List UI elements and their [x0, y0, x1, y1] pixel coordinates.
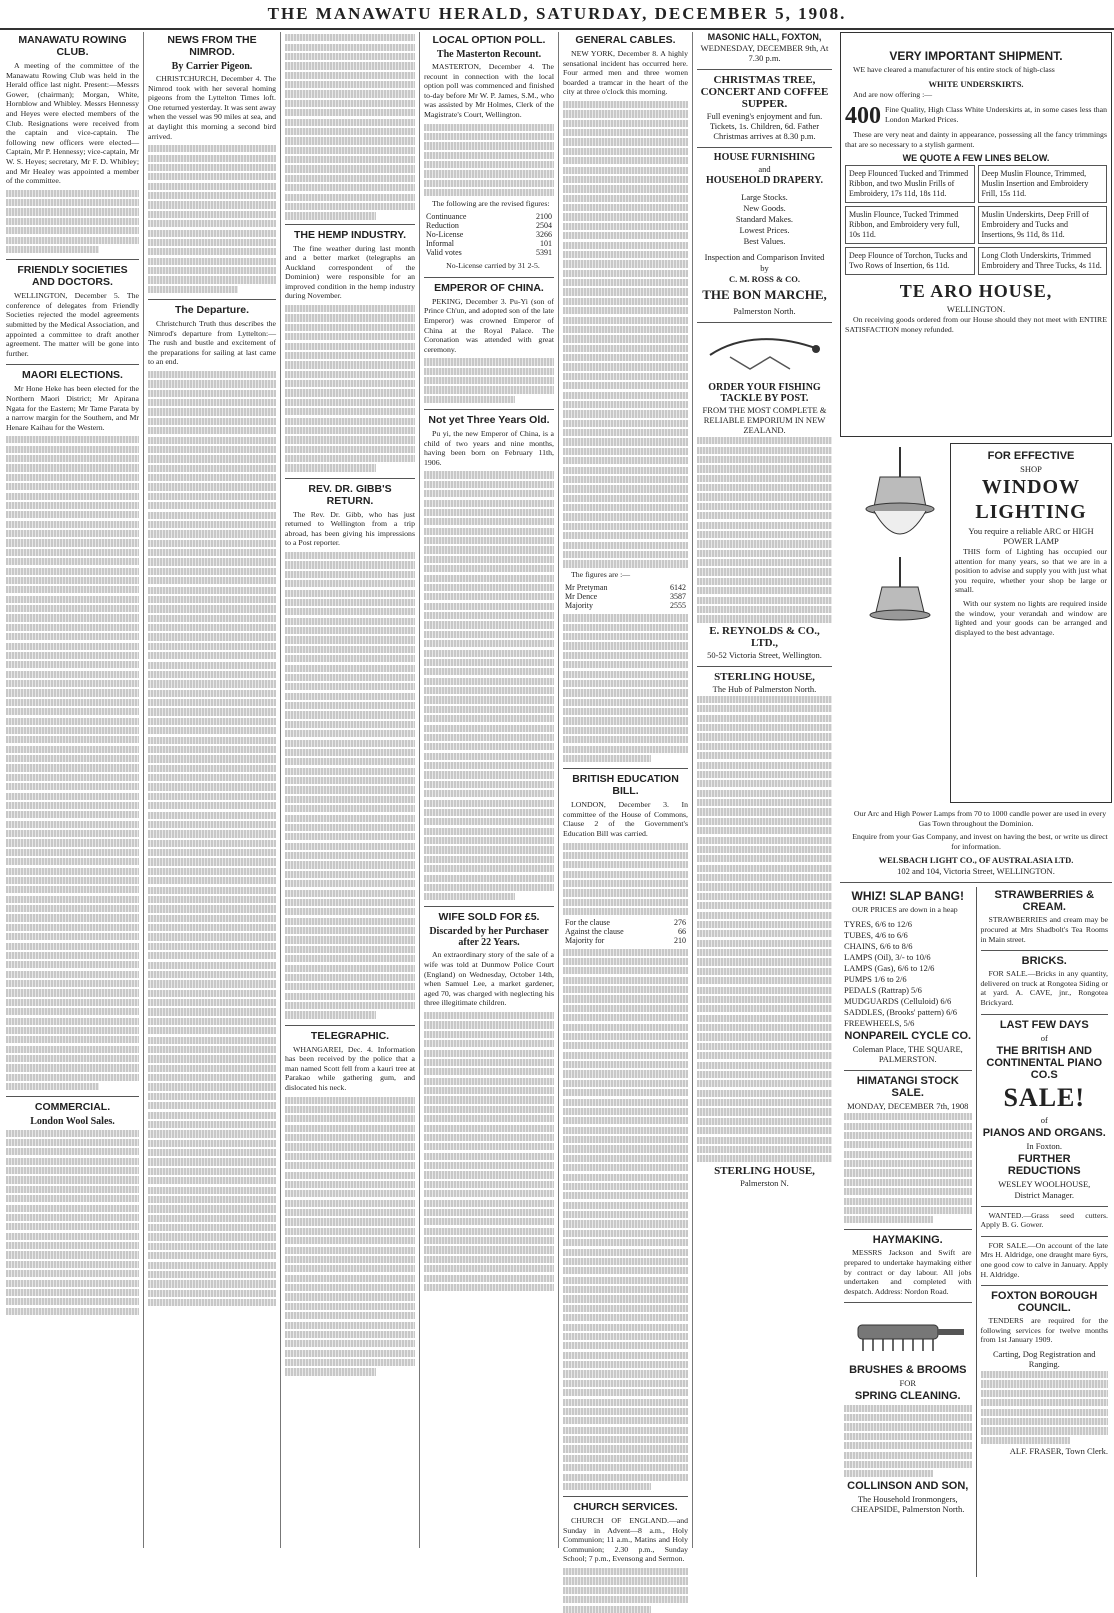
fishing-fly-icon: [700, 327, 830, 377]
ad-title: STRAWBERRIES & CREAM.: [994, 889, 1095, 914]
price-item: PEDALS (Rattrap) 5/6: [844, 984, 922, 995]
table-row: Informal 101: [426, 239, 552, 249]
article-local-option: [424, 34, 554, 271]
article-wife-sold: [424, 911, 554, 1291]
article-title: GENERAL CABLES.: [575, 34, 676, 46]
price-item: CHAINS, 6/6 to 8/6: [844, 940, 913, 951]
article-commercial: [6, 1101, 139, 1315]
ad-title: ORDER YOUR FISHING TACKLE BY POST.: [708, 382, 821, 404]
article-title: EMPEROR OF CHINA.: [434, 281, 544, 294]
ad-sale: SALE!: [1003, 1082, 1086, 1112]
article-departure: [148, 304, 276, 1306]
ad-text: TENDERS are required for the following services for twelve months from 1st January 1909.: [980, 1316, 1108, 1345]
wanted-ad: [981, 1211, 1109, 1230]
ad-town: In Foxton.: [1026, 1140, 1062, 1151]
article-title: COMMERCIAL.: [34, 1101, 111, 1114]
ad-firm: E. REYNOLDS & CO., LTD.,: [709, 624, 820, 649]
lighting-ad: [840, 443, 1112, 803]
column-5: [559, 32, 693, 1564]
ad-offer: Fine Quality, High Class White Underskirts at, in some cases less than London Marked Prices.: [885, 105, 1107, 124]
ad-window: WINDOW: [981, 476, 1081, 498]
ad-lamps: Our Arc and High Power Lamps from 70 to 1000 candle power are used in every Gas Town throughout the Dominion.: [853, 809, 1107, 828]
ad-subtitle: The Hub of Palmerston North.: [712, 683, 817, 694]
article-title: The Departure.: [174, 303, 250, 316]
article-title: CHURCH SERVICES.: [573, 1501, 678, 1514]
shipment-ad: [840, 32, 1112, 437]
masonic-ad: [697, 32, 832, 63]
article-church: [563, 1501, 688, 1613]
ad-list-item: Standard Makes.: [735, 214, 794, 224]
lower-right-ads: [977, 887, 1113, 1577]
piano-ad: [981, 1019, 1109, 1200]
price-item: TYRES, 6/6 to 12/6: [844, 918, 913, 929]
price-line: Muslin Flounce, Tucked Trimmed Ribbon, and Embroidery very full, 10s 11d.: [845, 206, 975, 244]
ad-address: 50-52 Victoria Street, Wellington.: [707, 649, 822, 660]
article-title: LOCAL OPTION POLL.: [432, 34, 546, 46]
ad-title: HIMATANGI STOCK SALE.: [856, 1074, 959, 1099]
ad-title-2: HOUSEHOLD DRAPERY.: [705, 175, 824, 186]
ad-town: WELLINGTON.: [946, 304, 1006, 315]
ad-firm: THE BRITISH AND CONTINENTAL PIANO CO.S: [986, 1044, 1103, 1081]
table-row: Reduction 2504: [426, 221, 552, 231]
strawberries-ad: [981, 889, 1109, 944]
brushes-ad: [844, 1307, 972, 1513]
ad-conjunction: FOR: [899, 1378, 917, 1389]
ad-lead: WE have cleared a manufacturer of his entire stock of high-class: [853, 65, 1055, 74]
price-line: Long Cloth Underskirts, Trimmed Embroidery and Three Tucks, 4s 11d.: [978, 247, 1108, 275]
ad-company: WELSBACH LIGHT CO., OF AUSTRALASIA LTD.: [878, 855, 1074, 866]
ad-title: WHIZ! SLAP BANG!: [851, 889, 964, 904]
table-row: Mr Dence 3587: [565, 592, 686, 602]
price-item: PUMPS 1/6 to 2/6: [844, 973, 907, 984]
ad-date: MONDAY, DECEMBER 7th, 1908: [847, 1100, 969, 1111]
article-hemp: [285, 229, 415, 472]
lower-left-ads: [840, 887, 977, 1577]
ad-address: 102 and 104, Victoria Street, WELLINGTON.: [897, 866, 1055, 877]
ad-further: FURTHER REDUCTIONS: [1007, 1152, 1081, 1177]
table-row: Against the clause 66: [565, 926, 686, 936]
ad-subtitle: PIANOS AND ORGANS.: [982, 1126, 1106, 1139]
article-title: MAORI ELECTIONS.: [22, 369, 123, 382]
article-title: MANAWATU ROWING CLUB.: [18, 34, 127, 58]
article-subtitle: The Masterton Recount.: [436, 49, 542, 60]
ad-role: District Manager.: [1014, 1189, 1074, 1200]
lamp-icon: [840, 447, 960, 637]
article-text: Pu yi, the new Emperor of China, is a child of two years and nine months, having been born on February 11th, 1906.: [424, 429, 554, 467]
ad-subtitle: You require a reliable ARC or HIGH POWER LAMP: [968, 526, 1094, 546]
ad-lighting: LIGHTING: [975, 501, 1087, 523]
ad-firm: NONPAREIL CYCLE CO.: [844, 1029, 972, 1042]
ad-list-item: New Goods.: [743, 203, 786, 213]
ad-for: FOR EFFECTIVE: [987, 450, 1075, 462]
table-row: Valid votes 5391: [426, 248, 552, 258]
table-row: Continuance 2100: [426, 212, 552, 222]
figures-label: The following are the revised figures:: [432, 198, 550, 208]
ad-conjunction: and: [758, 164, 771, 174]
ad-title: HAYMAKING.: [872, 1234, 943, 1247]
price-line: Deep Flounce of Torchon, Tucks and Two Rows of Insertion, 6s 11d.: [845, 247, 975, 275]
poll-result: No-License carried by 31 2-5.: [446, 261, 540, 271]
advertising-panel: [840, 32, 1112, 1548]
article-friendly: [6, 264, 139, 358]
sterling-house-ad: [697, 671, 832, 1188]
article-text: A meeting of the committee of the Manawatu Rowing Club was held in the Herald office last night. Present:—Messrs Gower, (chairman); Morgan, White, Hornblow and Whibley. Messrs Hennessy and Heyes were elected members of the Club. Resignations were received from the captain and vice-captain. The following new officers were elected—Captain, Mr P. Hennessy; vice-captain, Mr W. S. Heyes; secretary, Mr F. D. Whibley; and Mr Healey was appointed a member of the committee.: [6, 61, 139, 186]
ad-title: MASONIC HALL, FOXTON,: [707, 32, 822, 42]
ad-title: BRICKS.: [1021, 955, 1067, 968]
article-title: NEWS FROM THE NIMROD.: [167, 34, 257, 58]
article-text: Mr Hone Heke has been elected for the Northern Maori District; Mr Apirana Ngata for the Eastern; Mr Tame Parata by a narrow margin for the Southern, and Mr Henare Kaihau for the Western.: [6, 384, 139, 432]
haymaking-ad: [844, 1234, 972, 1296]
masthead: [0, 0, 1114, 30]
price-item: LAMPS (Oil), 3/- to 10/6: [844, 951, 931, 962]
article-nimrod: [148, 34, 276, 293]
ad-details: Full evening's enjoyment and fun. Tickets, 1s. Children, 6d. Father Christmas arrives at 8.30 p.m.: [706, 111, 823, 141]
ad-offer-intro: And are now offering :—: [853, 89, 933, 99]
whiz-ad: [844, 889, 972, 1064]
column-6: [693, 32, 836, 1548]
article-text: LONDON, December 3. In committee of the House of Commons, Clause 2 of the Government's Education Bill was carried.: [563, 800, 688, 838]
article-text: CHRISTCHURCH, December 4. The Nimrod took with her several homing pigeons from the Lyttelton Times loft. One returned yesterday. It was sent away when the vessel was 90 miles at sea, and at daylight this morning a second bird arrived.: [148, 74, 276, 141]
ad-enquire: Enquire from your Gas Company, and invest on having the best, or write us direct for information.: [852, 832, 1108, 851]
offer-number: 400: [845, 103, 881, 130]
article-gibb: [285, 483, 415, 1019]
lamp-illustration: [840, 443, 950, 803]
ad-store: TE ARO HOUSE,: [899, 281, 1053, 302]
article-china: [424, 282, 554, 403]
ad-title: BRUSHES & BROOMS: [849, 1364, 967, 1377]
poll-figures-table: [424, 212, 554, 257]
ad-text: MESSRS Jackson and Swift are prepared to undertake haymaking either by contract or day labour. All jobs undertaken and completed with despatch. Address: Nordon Road.: [844, 1248, 972, 1296]
ad-services: Carting, Dog Registration and Ranging.: [993, 1348, 1096, 1369]
ad-title: HOUSE FURNISHING: [713, 152, 816, 163]
price-item: MUDGUARDS (Celluloid) 6/6: [844, 995, 952, 1006]
article-text: NEW YORK, December 8. A highly sensational incident has occurred here. Four armed men and three women boarded a tramcar in the heart of the city at three o'clock this morning.: [563, 49, 688, 97]
lower-ads: [840, 887, 1112, 1577]
ad-firm: COLLINSON AND SON,: [847, 1479, 969, 1492]
bricks-ad: [981, 955, 1109, 1007]
article-text: WHANGAREI, Dec. 4. Information has been received by the police that a man named Scott fell from a kauri tree at Parakao while gathering gum, and dislocated his neck.: [285, 1044, 415, 1092]
price-line: Deep Muslin Flounce, Trimmed, Muslin Insertion and Embroidery Frill, 15s 11d.: [978, 165, 1108, 203]
lighting-footer: [840, 809, 1112, 876]
price-line: Deep Flounced Tucked and Trimmed Ribbon, and two Muslin Frills of Embroidery, 17s 11d, 18s 11d.: [845, 165, 975, 203]
ad-note: These are very neat and dainty in appearance, possessing all the fancy trimmings that are so necessary to a stylish garment.: [845, 130, 1107, 149]
article-title: FRIENDLY SOCIETIES AND DOCTORS.: [17, 264, 128, 289]
article-text: Christchurch Truth thus describes the Nimrod's departure from Lyttelton:—The rush and bustle and excitement of the preparations for sailing at last came to an end.: [148, 318, 276, 367]
article-text: The fine weather during last month and a better market (telegraphs an Auckland correspondent of the Dominion) were responsible for an improved condition in the hemp industry during November.: [285, 243, 415, 301]
column-1: [2, 32, 144, 1548]
table-row: No-License 3266: [426, 230, 552, 240]
himatangi-ad: [844, 1075, 972, 1224]
article-title: THE HEMP INDUSTRY.: [293, 228, 406, 241]
ad-subtitle: FROM THE MOST COMPLETE & RELIABLE EMPORIUM IN NEW ZEALAND.: [702, 405, 827, 435]
ad-store: THE BON MARCHE,: [702, 287, 827, 302]
brush-icon: [848, 1307, 968, 1357]
article-title: WIFE SOLD FOR £5.: [438, 911, 540, 924]
article-text: An extraordinary story of the sale of a wife was told at Dunmow Police Court (England) on Wednesday, October 14th, when Samuel Lee, a market gardener, aged 70, was charged with neglecting his three illegitimate children.: [424, 950, 554, 1008]
article-text: PEKING, December 3. Pu-Yi (son of Prince Ch'un, and adopted son of the late Emperor) was crowned Emperor of China at the Royal Palace. The Coronation was attended with great ceremony.: [424, 296, 554, 354]
table-row: For the clause 276: [565, 917, 686, 927]
ad-clerk: ALF. FRASER, Town Clerk.: [1009, 1446, 1108, 1457]
article-subtitle: Discarded by her Purchaser after 22 Years.: [429, 926, 549, 949]
ad-conjunction: by: [760, 263, 769, 273]
article-maori: [6, 369, 139, 1090]
table-row: Majority for 210: [565, 935, 686, 945]
christmas-ad: [697, 74, 832, 141]
foxton-council-ad: [981, 1290, 1109, 1456]
ad-conjunction-2: of: [1040, 1114, 1048, 1125]
ad-title: FOXTON BOROUGH COUNCIL.: [991, 1290, 1098, 1315]
ad-text-2: With our system no lights are required inside the window, your verandah and window are lighted and your goods can be arranged and displayed to the best advantage.: [955, 598, 1107, 637]
article-text: CHURCH OF ENGLAND.—and Sunday in Advent—8 a.m., Holy Communion; 11 a.m., Matins and Holy Communion; 2.30 p.m., Sunday School; 7 p.m., Evensong and Sermon.: [563, 1516, 688, 1564]
table-row: Majority 2555: [565, 601, 686, 611]
ad-title: VERY IMPORTANT SHIPMENT.: [889, 49, 1063, 63]
division-table: [563, 918, 688, 945]
price-item: FREEWHEELS, 5/6: [844, 1017, 915, 1028]
article-title: Not yet Three Years Old.: [428, 414, 550, 426]
table-row: Mr Pretyman 6142: [565, 583, 686, 593]
ad-shop: SHOP: [1020, 464, 1042, 474]
ad-conjunction: of: [1040, 1032, 1048, 1043]
ad-invite: Inspection and Comparison Invited: [704, 252, 825, 262]
ad-quote: WE QUOTE A FEW LINES BELOW.: [902, 153, 1050, 164]
article-title: TELEGRAPHIC.: [310, 1029, 390, 1042]
column-4: [420, 32, 559, 1548]
column-2: [144, 32, 281, 1548]
ad-title: LAST FEW DAYS: [999, 1018, 1089, 1031]
ad-item: WHITE UNDERSKIRTS.: [928, 78, 1024, 89]
article-telegraphic: [285, 1030, 415, 1376]
article-education: [563, 773, 688, 1490]
ad-text: THIS form of Lighting has occupied our attention for many years, so that we are in a position to advise and supply you with just what you require, whether your shop be large or small.: [955, 547, 1107, 595]
election-figures-table: [563, 583, 688, 610]
ad-list-item: Lowest Prices.: [739, 225, 790, 235]
ad-text: WANTED.—Grass seed cutters. Apply B. G. Gower.: [980, 1210, 1108, 1230]
ad-list-item: Large Stocks.: [741, 192, 788, 202]
price-line: Muslin Underskirts, Deep Frill of Embroidery and Tucks and Insertions, 9s 11d, 8s 11d.: [978, 206, 1108, 244]
price-item: TUBES, 4/6 to 6/6: [844, 929, 908, 940]
article-title: BRITISH EDUCATION BILL.: [572, 773, 679, 798]
ad-date: WEDNESDAY, DECEMBER 9th, At 7.30 p.m.: [700, 43, 829, 63]
column-3: [281, 32, 420, 1548]
ad-town: Palmerston N.: [740, 1177, 789, 1188]
article-text: WELLINGTON, December 5. The conference of delegates from Friendly Societies rejected the model agreements submitted by the Medical Association, and appointed a committee to draft another agreement. The matter will be gone into further.: [6, 291, 139, 358]
article-text: The Rev. Dr. Gibb, who has just returned to Wellington from a trip abroad, has been giving his impressions to a Post reporter.: [285, 509, 415, 548]
article-byline: By Carrier Pigeon.: [171, 61, 253, 72]
ad-text: OUR PRICES are down in a heap: [852, 905, 958, 915]
for-sale-ad: [981, 1241, 1109, 1279]
ad-town: Palmerston North.: [733, 306, 796, 316]
price-grid: [845, 165, 1107, 275]
ad-footer: On receiving goods ordered from our House should they not meet with ENTIRE SATISFACTION money refunded.: [845, 315, 1107, 334]
ad-title: CHRISTMAS TREE, CONCERT AND COFFEE SUPPER.: [700, 74, 829, 110]
article-not-yet: [424, 414, 554, 900]
ad-title-2: SPRING CLEANING.: [854, 1390, 961, 1403]
ad-address: Coleman Place, THE SQUARE, PALMERSTON.: [852, 1043, 963, 1064]
ad-firm: C. M. ROSS & CO.: [728, 274, 801, 284]
ad-text: STRAWBERRIES and cream may be procured at Mrs Shadbolt's Tea Rooms in Main street.: [980, 915, 1108, 944]
price-item: LAMPS (Gas), 6/6 to 12/6: [844, 962, 935, 973]
ad-title: STERLING HOUSE,: [714, 670, 815, 683]
house-furnishing-ad: [697, 152, 832, 316]
article-subtitle: London Wool Sales.: [30, 1116, 115, 1128]
ad-text: FOR SALE.—On account of the late Mrs H. Aldridge, one draught mare 6yrs, one good cow to calve in January. Apply H. Aldridge.: [980, 1240, 1108, 1279]
newspaper-title: THE MANAWATU HERALD, SATURDAY, DECEMBER 5, 1908.: [267, 4, 847, 23]
article-general-cables: [563, 34, 688, 762]
lighting-box: [950, 443, 1112, 803]
votes-label: The figures are :—: [571, 569, 631, 579]
ad-list-item: Best Values.: [743, 236, 786, 246]
article-rowing: [6, 34, 139, 253]
article-text: MASTERTON, December 4. The recount in connection with the local option poll was commenced and finished to-day before Mr W. P. James, S.M., who was assisted by Mr Holmes, Clerk of the Magistrate's Court, Wellington.: [424, 62, 554, 119]
ad-subtitle: The Household Ironmongers, CHEAPSIDE, Palmerston North.: [851, 1493, 965, 1514]
ad-title-2: STERLING HOUSE,: [714, 1164, 815, 1177]
fishing-ad: [697, 327, 832, 660]
ad-text: FOR SALE.—Bricks in any quantity, delivered on truck at Rongotea Siding or at yard. A. CAVE, jnr., Rongotea Brickyard.: [980, 969, 1108, 1007]
article-title: REV. DR. GIBB'S RETURN.: [308, 482, 392, 507]
ad-manager: WESLEY WOOLHOUSE,: [998, 1178, 1091, 1189]
price-item: SADDLES, (Brooks' pattern) 6/6: [844, 1006, 957, 1017]
